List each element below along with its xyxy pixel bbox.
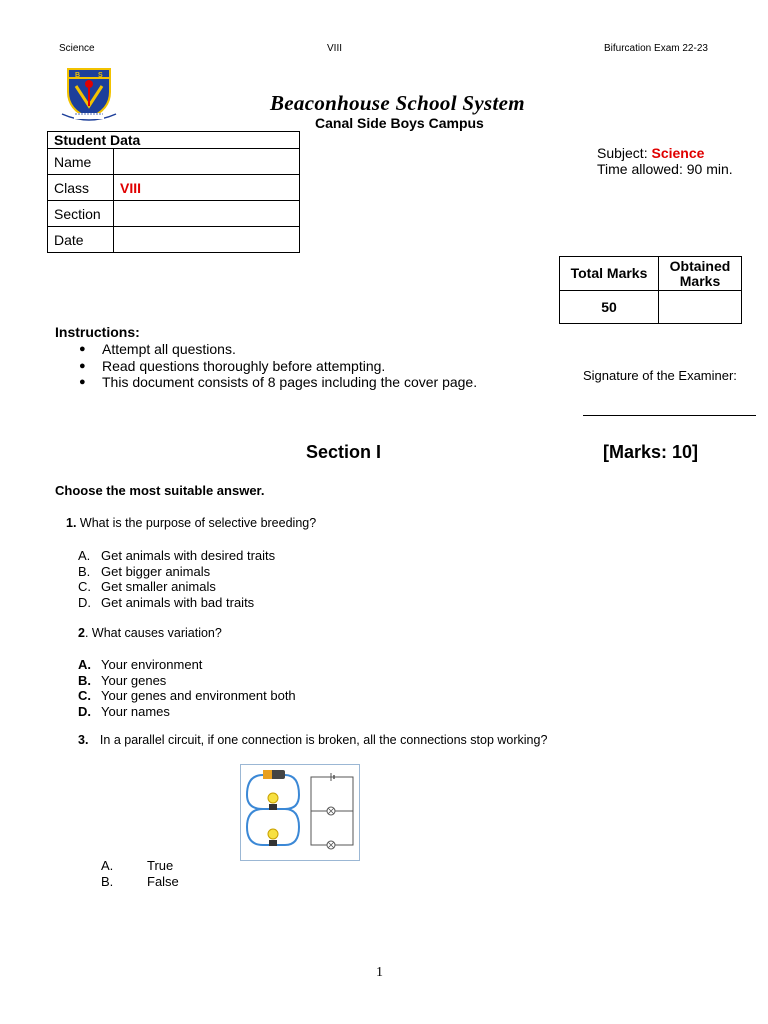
question-2-options <box>78 657 296 720</box>
total-marks-header: Total Marks <box>560 257 659 291</box>
parallel-circuit-image <box>240 764 360 861</box>
subject-label: Subject: <box>597 145 648 161</box>
option-b[interactable]: B. Get bigger animals <box>78 563 211 579</box>
school-name: Beaconhouse School System <box>270 91 525 115</box>
option-d[interactable]: D. Your names <box>78 704 170 720</box>
option-b[interactable]: B. Your genes <box>78 672 167 688</box>
question-number: 1. <box>66 516 77 530</box>
question-text: What is the purpose of selective breeding? <box>79 516 317 530</box>
question-number: 3. <box>78 733 89 747</box>
instructions-title: Instructions: <box>55 324 140 340</box>
option-a[interactable]: A. Get animals with desired traits <box>78 548 276 563</box>
obtained-marks-field[interactable] <box>659 291 742 324</box>
total-marks-value: 50 <box>560 291 659 324</box>
bullet-icon: ● <box>79 343 86 355</box>
choose-heading: Choose the most suitable answer. <box>55 483 265 498</box>
option-a[interactable]: A. True <box>101 858 174 873</box>
bullet-icon: ● <box>79 359 86 372</box>
section-field[interactable] <box>114 201 300 227</box>
signature-label: Signature of the Examiner: <box>583 368 737 383</box>
option-d[interactable]: D. Get animals with bad traits <box>78 595 255 611</box>
name-label: Name <box>48 149 114 175</box>
marks-table <box>559 256 742 324</box>
date-label: Date <box>48 227 114 253</box>
list-item: ● This document consists of 8 pages including the cover page. <box>79 374 478 390</box>
option-a[interactable]: A. Your environment <box>78 657 203 672</box>
table-row <box>48 227 300 253</box>
table-row <box>48 201 300 227</box>
option-c[interactable]: C. Get smaller animals <box>78 579 216 595</box>
header-subject: Science <box>59 43 95 54</box>
obtained-marks-header: Obtained Marks <box>659 257 742 291</box>
question-2 <box>78 626 222 640</box>
student-data-title: Student Data <box>48 132 300 149</box>
signature-line[interactable] <box>583 415 756 416</box>
header-grade: VIII <box>327 43 343 54</box>
table-row <box>48 149 300 175</box>
school-crest-logo <box>60 66 124 124</box>
svg-text:S: S <box>98 72 103 79</box>
section-label: Section <box>48 201 114 227</box>
question-3 <box>78 733 638 747</box>
class-label: Class <box>48 175 114 201</box>
time-allowed: Time allowed: 90 min. <box>597 161 733 177</box>
list-item: ● Read questions thoroughly before attempting. <box>79 357 386 374</box>
table-row <box>48 175 300 201</box>
header-exam: Bifurcation Exam 22-23 <box>604 43 708 54</box>
page-number: 1 <box>376 965 383 980</box>
campus-name: Canal Side Boys Campus <box>315 115 484 131</box>
question-1-options <box>78 548 275 611</box>
name-field[interactable] <box>114 149 300 175</box>
question-number: 2 <box>78 626 85 640</box>
option-b[interactable]: B. False <box>101 873 179 889</box>
date-field[interactable] <box>114 227 300 253</box>
subject-info <box>597 145 733 177</box>
option-c[interactable]: C. Your genes and environment both <box>78 688 296 704</box>
instructions-list <box>55 341 555 391</box>
svg-text:B: B <box>75 72 81 79</box>
question-1 <box>66 516 316 530</box>
question-3-options <box>101 858 179 889</box>
section-title: Section I <box>306 442 382 462</box>
student-data-table <box>47 131 300 253</box>
bullet-icon: ● <box>79 376 86 388</box>
class-field[interactable]: VIII <box>114 175 300 201</box>
question-text: In a parallel circuit, if one connection is broken, all the connections stop working? <box>99 733 548 747</box>
list-item: ● Attempt all questions. <box>79 341 236 357</box>
question-text: . What causes variation? <box>84 626 222 640</box>
subject-value: Science <box>651 145 705 161</box>
section-marks: [Marks: 10] <box>603 442 699 462</box>
